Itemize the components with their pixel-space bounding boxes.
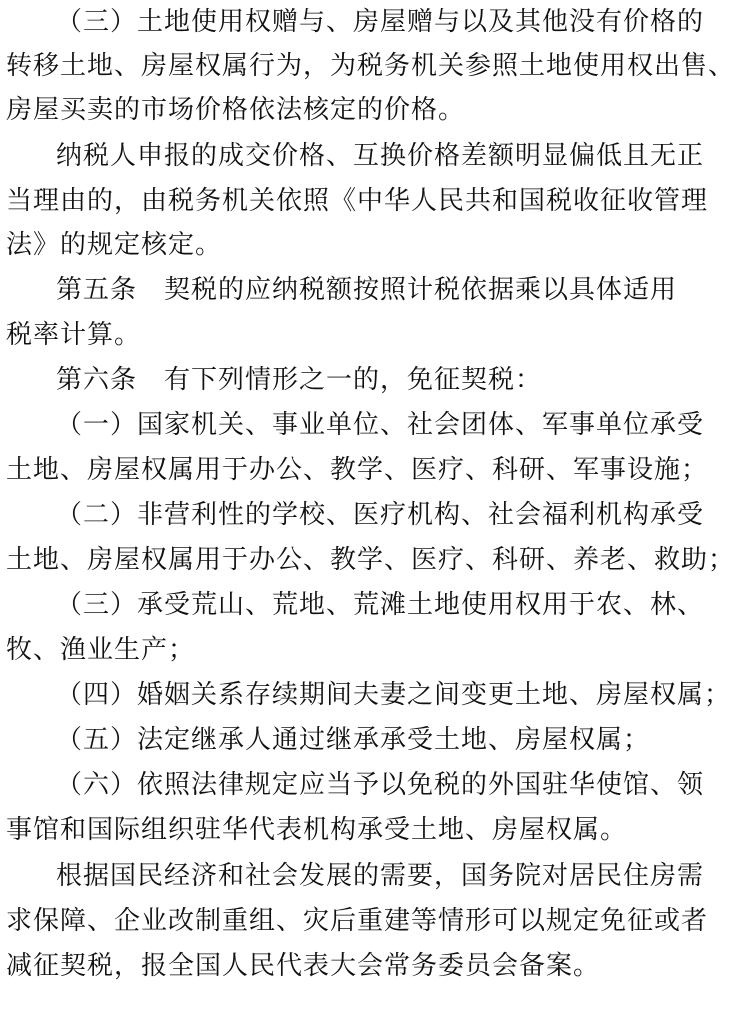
list-item-line: 事馆和国际组织驻华代表机构承受土地、房屋权属。 <box>6 815 628 845</box>
paragraph-line: 房屋买卖的市场价格依法核定的价格。 <box>6 95 466 125</box>
list-item-line: （二）非营利性的学校、医疗机构、社会福利机构承受 <box>56 500 705 530</box>
paragraph-line: 根据国民经济和社会发展的需要，国务院对居民住房需 <box>56 861 705 891</box>
list-item-line: 牧、渔业生产； <box>6 635 196 665</box>
paragraph-line: 转移土地、房屋权属行为，为税务机关参照土地使用权出售、 <box>6 51 735 81</box>
paragraph-line: 当理由的，由税务机关依照《中华人民共和国税收征收管理 <box>6 186 709 216</box>
list-item-line: （三）承受荒山、荒地、荒滩土地使用权用于农、林、 <box>56 590 705 620</box>
paragraph-line: 减征契税，报全国人民代表大会常务委员会备案。 <box>6 951 601 981</box>
paragraph-line: 法》的规定核定。 <box>6 230 223 260</box>
article-heading-line: 第六条 有下列情形之一的，免征契税： <box>56 365 543 395</box>
list-item-line: 土地、房屋权属用于办公、教学、医疗、科研、军事设施； <box>6 455 709 485</box>
article-heading-line: 第五条 契税的应纳税额按照计税依据乘以具体适用 <box>56 275 678 305</box>
paragraph-line: 求保障、企业改制重组、灾后重建等情形可以规定免征或者 <box>6 906 709 936</box>
list-item-line: （六）依照法律规定应当予以免税的外国驻华使馆、领 <box>56 770 705 800</box>
list-item-line: （四）婚姻关系存续期间夫妻之间变更土地、房屋权属； <box>56 680 732 710</box>
paragraph-line: 税率计算。 <box>6 320 142 350</box>
list-item-line: （五）法定继承人通过继承承受土地、房屋权属； <box>56 725 651 755</box>
paragraph-line: 纳税人申报的成交价格、互换价格差额明显偏低且无正 <box>56 141 705 171</box>
list-item-line: 土地、房屋权属用于办公、教学、医疗、科研、养老、救助； <box>6 545 735 575</box>
list-item-line: （一）国家机关、事业单位、社会团体、军事单位承受 <box>56 410 705 440</box>
paragraph-line: （三）土地使用权赠与、房屋赠与以及其他没有价格的 <box>56 7 705 37</box>
